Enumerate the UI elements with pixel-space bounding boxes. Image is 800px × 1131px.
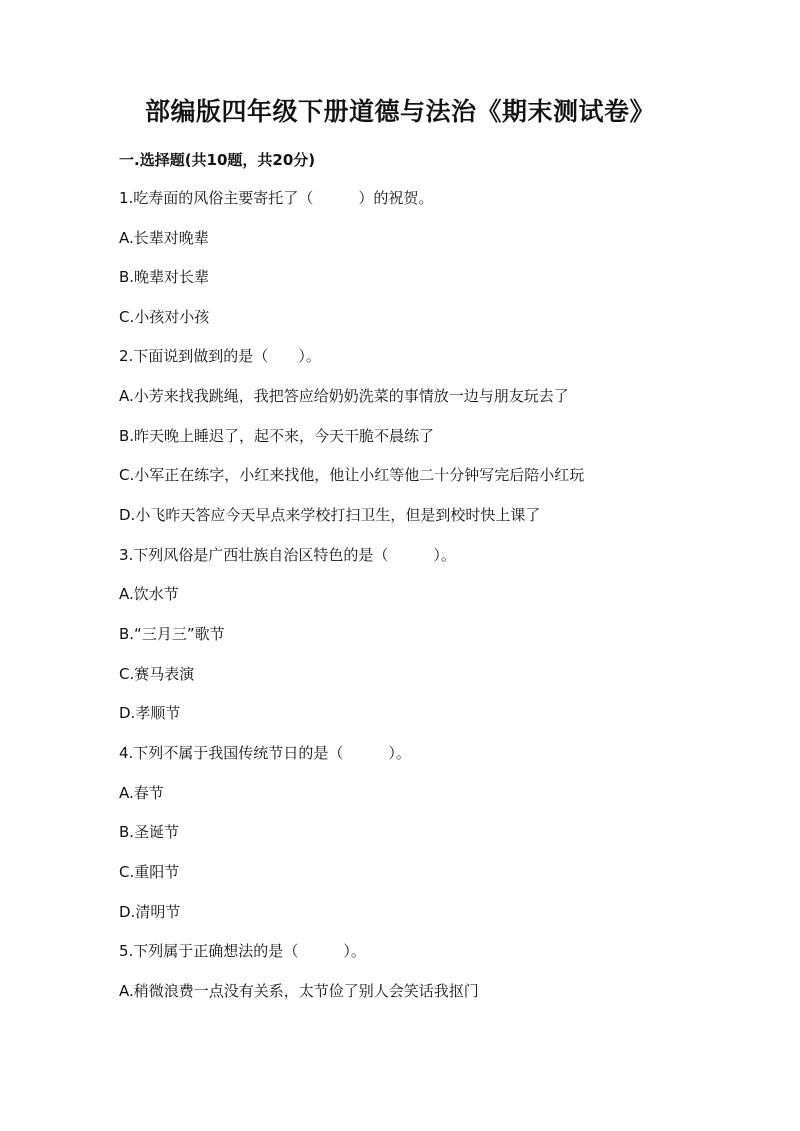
question-3-option-a: A.饮水节 — [119, 585, 179, 603]
question-5-stem: 5.下列属于正确想法的是（ ）。 — [119, 942, 366, 960]
question-1-option-a: A.长辈对晚辈 — [119, 229, 209, 247]
question-1-option-b: B.晚辈对长辈 — [119, 268, 210, 286]
question-4-stem: 4.下列不属于我国传统节日的是（ ）。 — [119, 744, 411, 762]
question-2-option-c: C.小军正在练字，小红来找他，他让小红等他二十分钟写完后陪小红玩 — [119, 466, 585, 484]
question-2-option-b: B.昨天晚上睡迟了，起不来，今天干脆不晨练了 — [119, 427, 435, 445]
question-3-option-b: B.“三月三”歌节 — [119, 625, 225, 643]
question-4-option-b: B.圣诞节 — [119, 823, 180, 841]
question-1-option-c: C.小孩对小孩 — [119, 308, 210, 326]
question-2-stem: 2.下面说到做到的是（ ）。 — [119, 347, 321, 365]
question-3-option-d: D.孝顺节 — [119, 704, 181, 722]
section-heading: 一.选择题(共10题，共20分) — [119, 151, 316, 169]
question-5-option-a: A.稍微浪费一点没有关系，太节俭了别人会笑话我抠门 — [119, 982, 479, 1000]
question-4-option-d: D.清明节 — [119, 903, 181, 921]
question-2-option-a: A.小芳来找我跳绳，我把答应给奶奶洗菜的事情放一边与朋友玩去了 — [119, 387, 569, 405]
question-4-option-c: C.重阳节 — [119, 863, 180, 881]
question-3-stem: 3.下列风俗是广西壮族自治区特色的是（ ）。 — [119, 546, 456, 564]
question-1-stem: 1.吃寿面的风俗主要寄托了（ ）的祝贺。 — [119, 189, 434, 207]
question-3-option-c: C.赛马表演 — [119, 665, 195, 683]
page-title: 部编版四年级下册道德与法治《期末测试卷》 — [144, 97, 655, 126]
question-4-option-a: A.春节 — [119, 784, 164, 802]
question-2-option-d: D.小飞昨天答应今天早点来学校打扫卫生，但是到校时快上课了 — [119, 506, 541, 524]
